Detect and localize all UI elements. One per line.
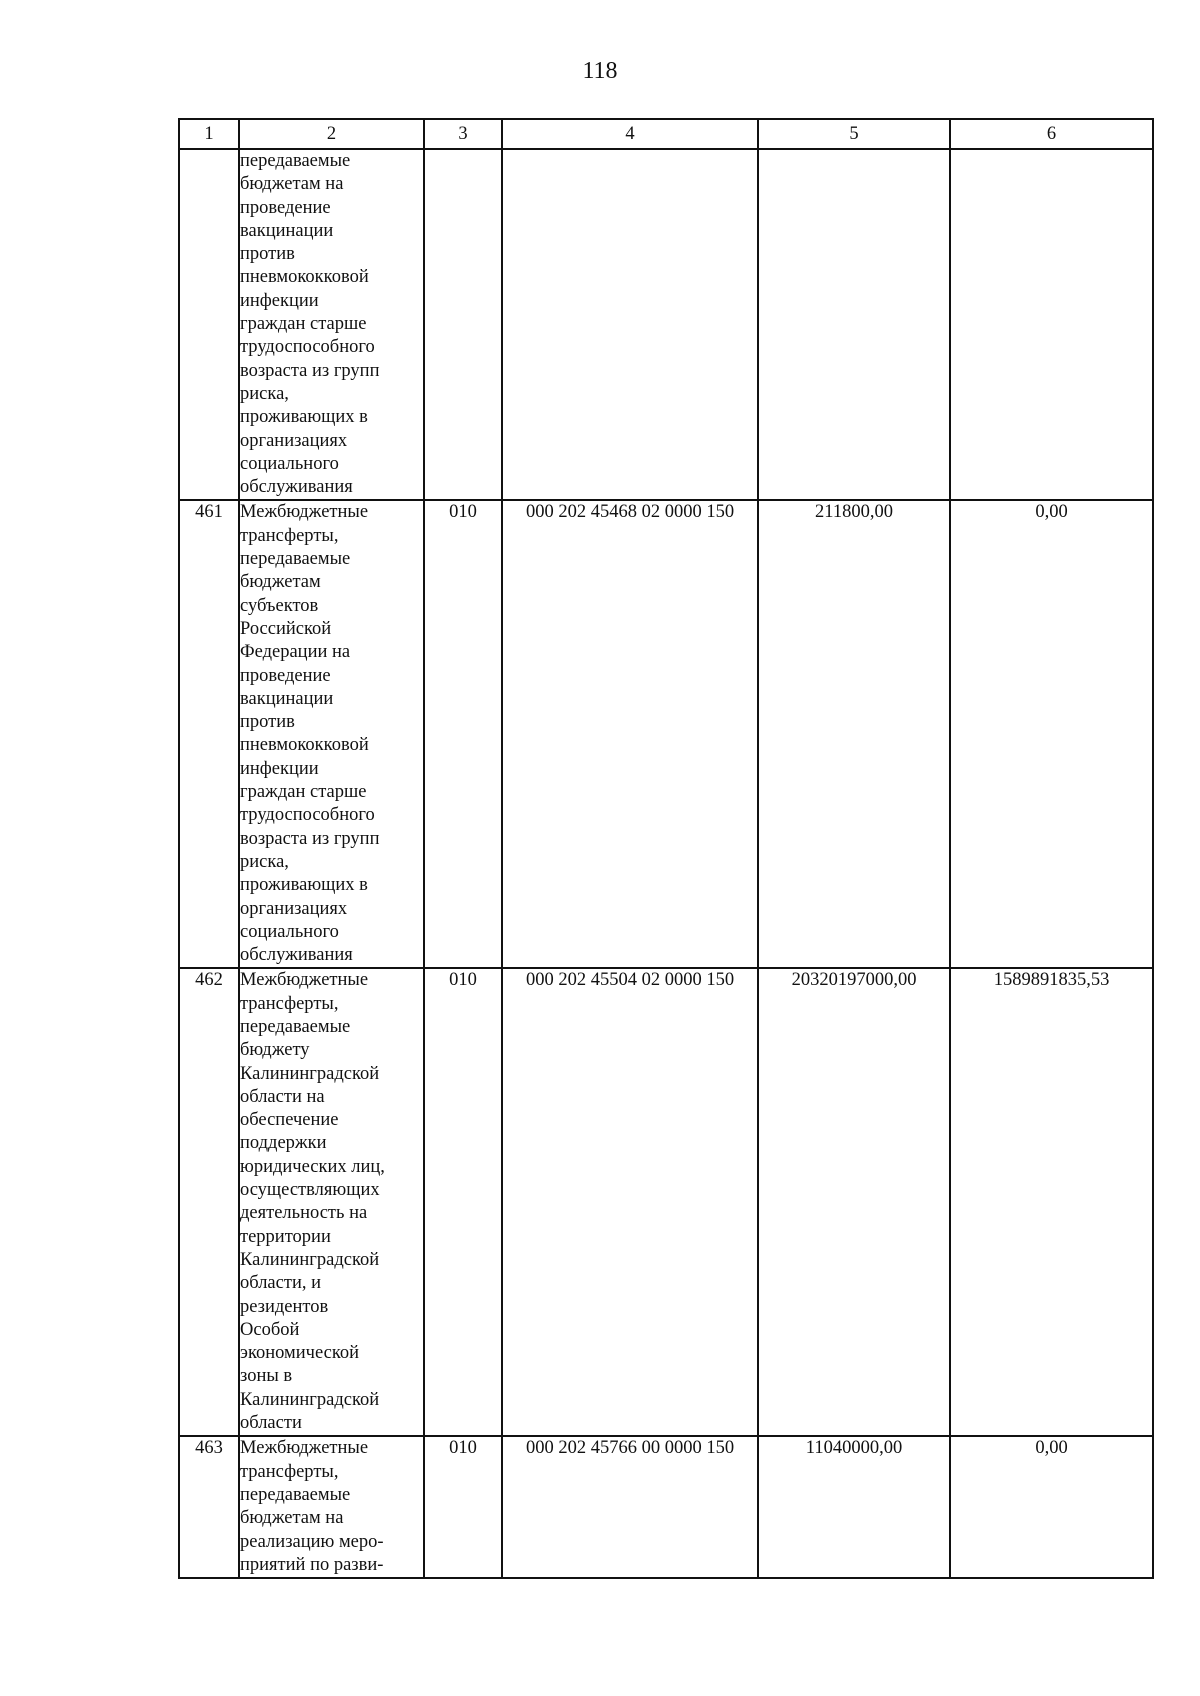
table-row [179,968,1153,1436]
row-description: передаваемые бюджетам на проведение вакцинации против пневмококковой инфекции граждан старше трудоспособного возраста из групп риска, проживающих в организациях социального обслуживания [239,149,424,500]
header-cell-1: 1 [179,119,239,149]
header-cell-6: 6 [950,119,1153,149]
row-amount-fact: 0,00 [950,1436,1153,1578]
table-body [179,149,1153,1578]
row-number [179,149,239,500]
page-number: 118 [582,58,618,84]
table-row [179,149,1153,500]
row-group: 010 [424,968,502,1436]
row-amount-plan: 20320197000,00 [758,968,950,1436]
row-amount-fact [950,149,1153,500]
table-header [179,119,1153,149]
header-cell-4: 4 [502,119,758,149]
row-code: 000 202 45504 02 0000 150 [502,968,758,1436]
row-number: 461 [179,500,239,968]
header-cell-5: 5 [758,119,950,149]
header-cell-3: 3 [424,119,502,149]
row-amount-plan: 11040000,00 [758,1436,950,1578]
header-cell-2: 2 [239,119,424,149]
header-row [179,119,1153,149]
row-code: 000 202 45766 00 0000 150 [502,1436,758,1578]
row-number: 463 [179,1436,239,1578]
row-code: 000 202 45468 02 0000 150 [502,500,758,968]
row-group [424,149,502,500]
row-description: Межбюджетные трансферты, передаваемые бюджету Калининградской области на обеспечение поддержки юридических лиц, осуществляющих деятельность на территории Калининградской области, и резидентов Особой экономической зоны в Калининградской области [239,968,424,1436]
row-description: Межбюджетные трансферты, передаваемые бюджетам на реализацию меро- приятий по разви- [239,1436,424,1578]
table-row [179,500,1153,968]
row-amount-fact: 0,00 [950,500,1153,968]
row-code [502,149,758,500]
row-amount-fact: 1589891835,53 [950,968,1153,1436]
row-amount-plan: 211800,00 [758,500,950,968]
table-row [179,1436,1153,1578]
row-amount-plan [758,149,950,500]
budget-table [178,118,1154,1579]
row-number: 462 [179,968,239,1436]
row-group: 010 [424,1436,502,1578]
row-group: 010 [424,500,502,968]
row-description: Межбюджетные трансферты, передаваемые бюджетам субъектов Российской Федерации на проведение вакцинации против пневмококковой инфекции граждан старше трудоспособного возраста из групп риска, проживающих в организациях социального обслуживания [239,500,424,968]
